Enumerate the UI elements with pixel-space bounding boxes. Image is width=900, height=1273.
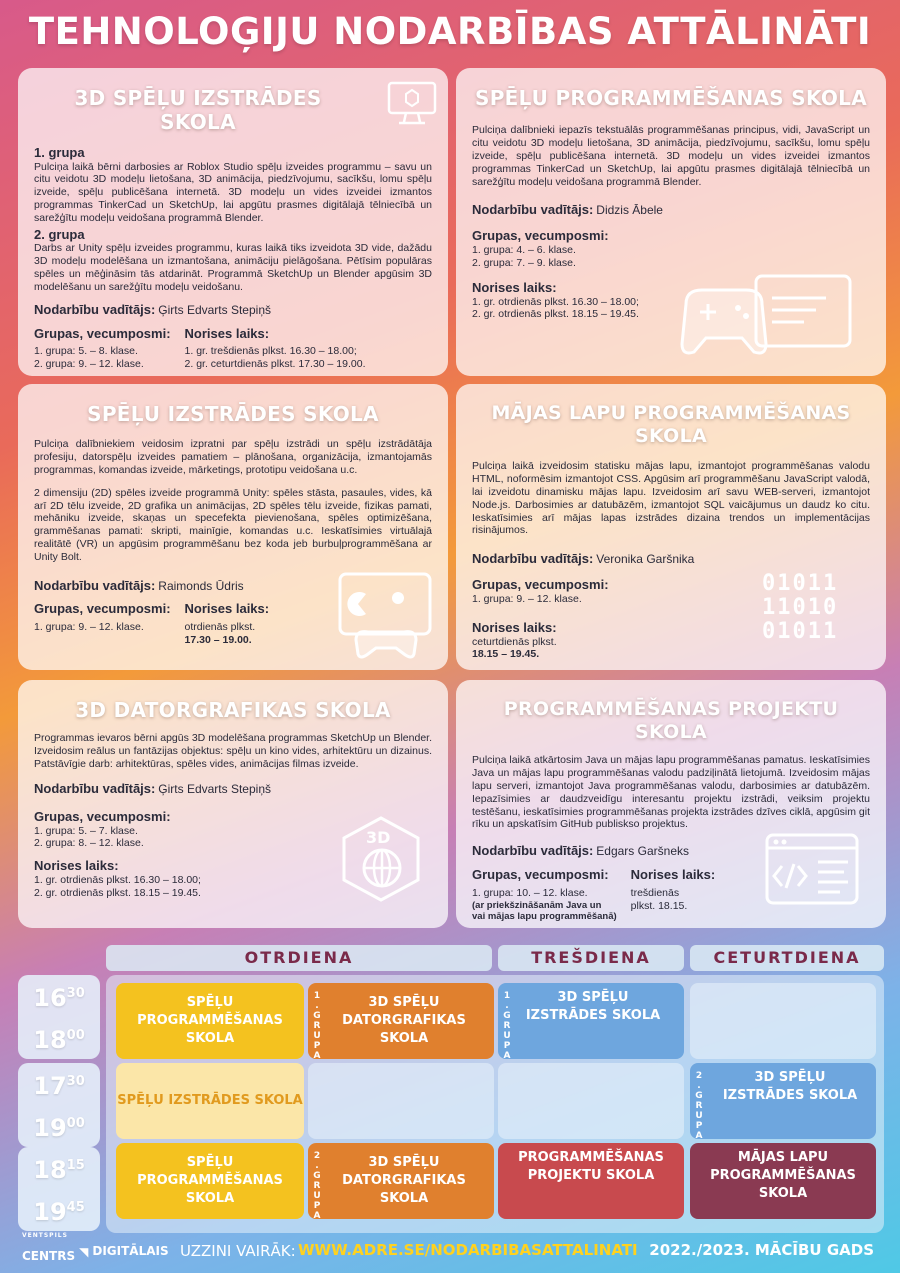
- group-line: 2. grupa: 7. – 9. klase.: [472, 256, 576, 269]
- card-text: Pulciņa dalībnieki iepazīs tekstuālās programmēšanas principus, vidi, JavaScript un citu veidotu 3D modeļu lietošana, 3D animācija, piedzīvojumu, sacīkšu, lomu spēļu izveide, spēļu publicēšana internetā. 3D modeļu un vides izveidei izmantos programmas TinkerCad un SketchUp, lai apgūtu prasmes digitālajā tēlniecībā un sarežģītu modeļu veidošana programmā Blender.: [472, 124, 870, 188]
- group-note: (ar priekšzināšanām Java un: [472, 899, 602, 911]
- cell-programming-projects: [498, 1143, 684, 1219]
- slot-end: 19: [33, 1114, 67, 1142]
- slot-start-min: 30: [66, 1074, 85, 1089]
- logo-main: DIGITĀLAIS: [92, 1244, 169, 1258]
- slot-end-min: 00: [66, 1116, 85, 1131]
- binary-line: 01011: [762, 571, 839, 596]
- card-title: 3D SPĒĻU IZSTRĀDES SKOLA: [74, 86, 322, 135]
- cell-3d-game-dev-g2: [690, 1063, 876, 1139]
- time-label: Norises laiks:: [184, 601, 270, 617]
- binary-line: 11010: [762, 595, 839, 620]
- leader-label: Nodarbību vadītājs:: [34, 577, 156, 593]
- card-3d-graphics: [18, 680, 448, 928]
- card-programming-projects: [456, 680, 886, 928]
- cell-empty: [308, 1063, 494, 1139]
- group-line: 1. grupa: 10. – 12. klase.: [472, 886, 588, 899]
- card-text: Pulciņa laikā atkārtosim Java un mājas lapu programmēšanas pamatus. Ieskatīsimies Java un mājas lapu programmēšanas valodu padziļinātā lietojumā. Izveidosim mājas lapu serveri, izmantojot Java programmēšanas valodu, darbosimies ar datubāzēm. Iepazīsimies ar daudzveidīgu interesantu projektu izstrādi, veiksim projektu testēšanu, ieskatīsimies programmēšanas projekta izstrādes dzīves ciklā, apgūsim git rīku un apskatīsim GitHub publiskso projektus.: [472, 754, 871, 831]
- day-tuesday: OTRDIENA: [106, 945, 492, 971]
- binary-line: 01011: [762, 619, 839, 644]
- cell-label: 3D SPĒĻU IZSTRĀDES SKOLA: [525, 990, 661, 1024]
- weekly-schedule: [18, 945, 884, 1233]
- time-slot-3: [18, 1147, 100, 1231]
- groups-label: Grupas, vecumposmi:: [34, 601, 171, 617]
- time-slot-2: [18, 1063, 100, 1147]
- time-line: 2. gr. otrdienās plkst. 18.15 – 19.45.: [472, 308, 639, 321]
- time-line: 2. gr. otrdienās plkst. 18.15 – 19.45.: [34, 886, 201, 899]
- time-label: Norises laiks:: [34, 858, 119, 874]
- time-label: Norises laiks:: [472, 279, 557, 295]
- footer: [0, 1232, 900, 1268]
- leader-name: Ģirts Edvarts Stepiņš: [158, 302, 271, 317]
- card-text: Pulciņa dalībniekiem veidosim izpratni par spēļu izstrādi un spēļu izstrādātāja profesiju, datorspēļu izveides pamatiem – plānošana, organizācija, izmantojamās programmas, komandas izveide, mārketings, prototipu veidošana u.c.: [34, 438, 432, 476]
- card-text: Pulciņa laikā izveidosim statisku mājas lapu, izmantojot programmēšanas valodu HTML, noformēsim izmantojot CSS. Apgūsim arī programmēšanu JavaScript valodā, lai izveidotu dinamisku mājas lapu. Izveidosim arī savu WEB-serveri, izmantojot Node.js. Darbosimies ar datubāzēm, izmantojot SQL vaicājumus un daudz ko citu. Ieskatīsimies arī mājas lapas izstrādes dizaina trendos un implementācijas risinājumos.: [472, 460, 870, 537]
- logo-top: VENTSPILS: [22, 1232, 68, 1239]
- leader-name: Veronika Garšnika: [596, 552, 695, 567]
- leader-label: Nodarbību vadītājs:: [472, 551, 594, 567]
- cell-game-programming: [116, 1143, 304, 1219]
- time-slot-1: [18, 975, 100, 1059]
- slot-end-min: 00: [66, 1028, 85, 1043]
- leader-label: Nodarbību vadītājs:: [472, 202, 594, 218]
- group1-text: Pulciņa laikā bērni darbosies ar Roblox Studio spēļu izveides programmu – savu un citu veidotu 3D modeļu lietošana, 3D animācija, piedzīvojumu, sacīkšu, lomu spēļu izveide, spēļu publicēšana internetā. 3D modeļu un vides izveidei izmantos programmas TinkerCad un SketchUp, lai apgūtu prasmes digitālajā tēlniecībā un sarežģītu modeļu veidošana programmā Blender.: [34, 160, 432, 224]
- slot-start-min: 15: [66, 1158, 85, 1173]
- cell-3d-game-dev-g1: [498, 983, 684, 1059]
- 3d-globe-icon: [336, 814, 426, 904]
- group-line: 1. grupa: 5. – 8. klase.: [34, 345, 138, 358]
- slot-start: 18: [33, 1156, 67, 1184]
- time-line: plkst. 18.15.: [630, 899, 688, 912]
- cell-3d-graphics-g2: [308, 1143, 494, 1219]
- time-label: Norises laiks:: [184, 325, 270, 341]
- logo-sub: CENTRS: [22, 1249, 76, 1263]
- cell-label: PROGRAMMĒŠANAS PROJEKTU SKOLA: [518, 1150, 664, 1184]
- logo-arrow-icon: ◥: [79, 1245, 89, 1259]
- code-window-icon: [764, 832, 860, 906]
- slot-end-min: 45: [66, 1200, 85, 1215]
- binary-code-icon: [762, 572, 838, 644]
- leader-name: Raimonds Ūdris: [158, 578, 244, 593]
- slot-start-min: 30: [66, 986, 85, 1001]
- slot-start: 17: [33, 1072, 67, 1100]
- 3d-label: 3D: [366, 828, 391, 847]
- time-line: otrdienās plkst.: [184, 621, 256, 634]
- card-web-programming: [456, 384, 886, 670]
- time-line: ceturtdienās plkst.: [472, 635, 557, 648]
- leader-name: Didzis Ābele: [596, 203, 663, 218]
- group-line: 1. grupa: 9. – 12. klase.: [472, 592, 582, 605]
- pacman-controller-icon: [336, 570, 436, 660]
- card-title: PROGRAMMĒŠANAS PROJEKTU SKOLA: [503, 698, 839, 744]
- cell-label: SPĒĻU PROGRAMMĒŠANAS SKOLA: [137, 1154, 283, 1207]
- card-game-programming: [456, 68, 886, 376]
- group2-text: Darbs ar Unity spēļu izveides programmu, kuras laikā tiks izveidota 3D vide, dažādu 3D modeļu modelēšana un izmantošana, animāciju pielāgošana. Pētīsim populāras spēles un mēģināsim tās atdarināt. Programmā SketchUp un Blender apgūsim 3D modelēšanu un sarežģītu modeļu veidošanu.: [34, 242, 432, 293]
- slot-start: 16: [33, 984, 67, 1012]
- website-link[interactable]: WWW.ADRE.SE/NODARBIBASATTALINATI: [298, 1241, 638, 1259]
- card-title: 3D DATORGRAFIKAS SKOLA: [75, 698, 391, 722]
- card-text: Programmas ievaros bērni apgūs 3D modelēšana programmas SketchUp un Blender. Izveidosim reālus un fantāzijas objektus: spēļu un kino vides, arhitektūru un dizainus. Patstāvīgie darb: arhitektūras, spēles vides, animācijas filmas izveide.: [34, 732, 432, 770]
- cell-empty: [498, 1063, 684, 1139]
- leader-label: Nodarbību vadītājs:: [34, 780, 156, 796]
- card-game-dev: [18, 384, 448, 670]
- time-label: Norises laiks:: [630, 866, 716, 882]
- day-wednesday: TREŠDIENA: [498, 945, 684, 971]
- leader-label: Nodarbību vadītājs:: [472, 843, 594, 859]
- group-note: vai mājas lapu programmēšanā): [472, 911, 617, 923]
- group-line: 1. grupa: 9. – 12. klase.: [34, 621, 144, 634]
- leader-label: Nodarbību vadītājs:: [34, 301, 156, 317]
- group-line: 1. grupa: 5. – 7. klase.: [34, 824, 138, 837]
- time-line: 1. gr. trešdienās plkst. 16.30 – 18.00;: [184, 345, 357, 358]
- cell-game-programming: [116, 983, 304, 1059]
- group-tag: 1 . G R U P A: [503, 991, 511, 1061]
- monitor-icon: [386, 80, 438, 126]
- group2-heading: 2. grupa: [34, 226, 85, 242]
- cell-3d-graphics-g1: [308, 983, 494, 1059]
- cell-empty: [690, 983, 876, 1059]
- leader-name: Ģirts Edvarts Stepiņš: [158, 781, 271, 796]
- leader-name: Edgars Garšneks: [596, 844, 689, 859]
- cell-label: MĀJAS LAPU PROGRAMMĒŠANAS SKOLA: [710, 1150, 856, 1202]
- time-line: trešdienās: [630, 886, 680, 899]
- gamepad-code-icon: [676, 264, 856, 364]
- groups-label: Grupas, vecumposmi:: [472, 576, 609, 592]
- day-thursday: CETURTDIENA: [690, 945, 884, 971]
- group-tag: 1 . G R U P A: [313, 991, 321, 1061]
- cell-label: 3D SPĒĻU DATORGRAFIKAS SKOLA: [342, 994, 466, 1047]
- card-title: SPĒĻU PROGRAMMĒŠANAS SKOLA: [475, 86, 867, 110]
- card-title: MĀJAS LAPU PROGRAMMĒŠANAS SKOLA: [491, 402, 851, 448]
- group1-heading: 1. grupa: [34, 144, 85, 160]
- time-line: 18.15 – 19.45.: [472, 648, 540, 661]
- time-line: 1. gr. otrdienās plkst. 16.30 – 18.00;: [472, 295, 639, 308]
- time-line: 2. gr. ceturtdienās plkst. 17.30 – 19.00.: [184, 358, 366, 371]
- time-line: 17.30 – 19.00.: [184, 634, 252, 647]
- groups-label: Grupas, vecumposmi:: [472, 228, 609, 244]
- slot-end: 19: [33, 1198, 67, 1226]
- card-title: SPĒĻU IZSTRĀDES SKOLA: [87, 402, 379, 426]
- school-year: 2022./2023. MĀCĪBU GADS: [649, 1241, 874, 1259]
- group-line: 1. grupa: 4. – 6. klase.: [472, 244, 576, 257]
- cell-label: SPĒĻU PROGRAMMĒŠANAS SKOLA: [137, 994, 283, 1047]
- cell-game-dev: [116, 1063, 304, 1139]
- group-line: 2. grupa: 8. – 12. klase.: [34, 837, 144, 850]
- cell-label: SPĒĻU IZSTRĀDES SKOLA: [117, 1092, 303, 1108]
- group-line: 2. grupa: 9. – 12. klase.: [34, 358, 144, 371]
- cell-label: 3D SPĒĻU IZSTRĀDES SKOLA: [722, 1070, 858, 1104]
- page-title: TEHNOLOĢIJU NODARBĪBAS ATTĀLINĀTI: [28, 10, 872, 53]
- time-label: Norises laiks:: [472, 619, 557, 635]
- group-tag: 2 . G R U P A: [695, 1071, 703, 1141]
- groups-label: Grupas, vecumposmi:: [34, 808, 171, 824]
- cell-web-programming: [690, 1143, 876, 1219]
- more-label: UZZINI VAIRĀK:: [180, 1242, 296, 1260]
- groups-label: Grupas, vecumposmi:: [34, 325, 171, 341]
- cell-label: 3D SPĒĻU DATORGRAFIKAS SKOLA: [342, 1154, 466, 1207]
- slot-end: 18: [33, 1026, 67, 1054]
- card-3d-game-dev: [18, 68, 448, 376]
- groups-label: Grupas, vecumposmi:: [472, 866, 609, 882]
- card-text: 2 dimensiju (2D) spēles izveide programmā Unity: spēles stāsta, pasaules, vides, kā arī 2D tēlu izveide, 2D grafika un animācijas, 2D spēles tēlu izveide, fizikas pamati, mehāniku izveide, skaņas un specefekta pievienošana, spēles optimizēšana, grammēšanas pamati: skripti, mainīgie, komandas u.c. Ieskatīsimies virtuālajā realitātē (VR) un apgūsim programmēšanu bez koda jeb burbuļprogrammēšana ar Unity Bolt.: [34, 486, 432, 563]
- group-tag: 2 . G R U P A: [313, 1151, 321, 1221]
- time-line: 1. gr. otrdienās plkst. 16.30 – 18.00;: [34, 873, 201, 886]
- logo: [22, 1232, 169, 1263]
